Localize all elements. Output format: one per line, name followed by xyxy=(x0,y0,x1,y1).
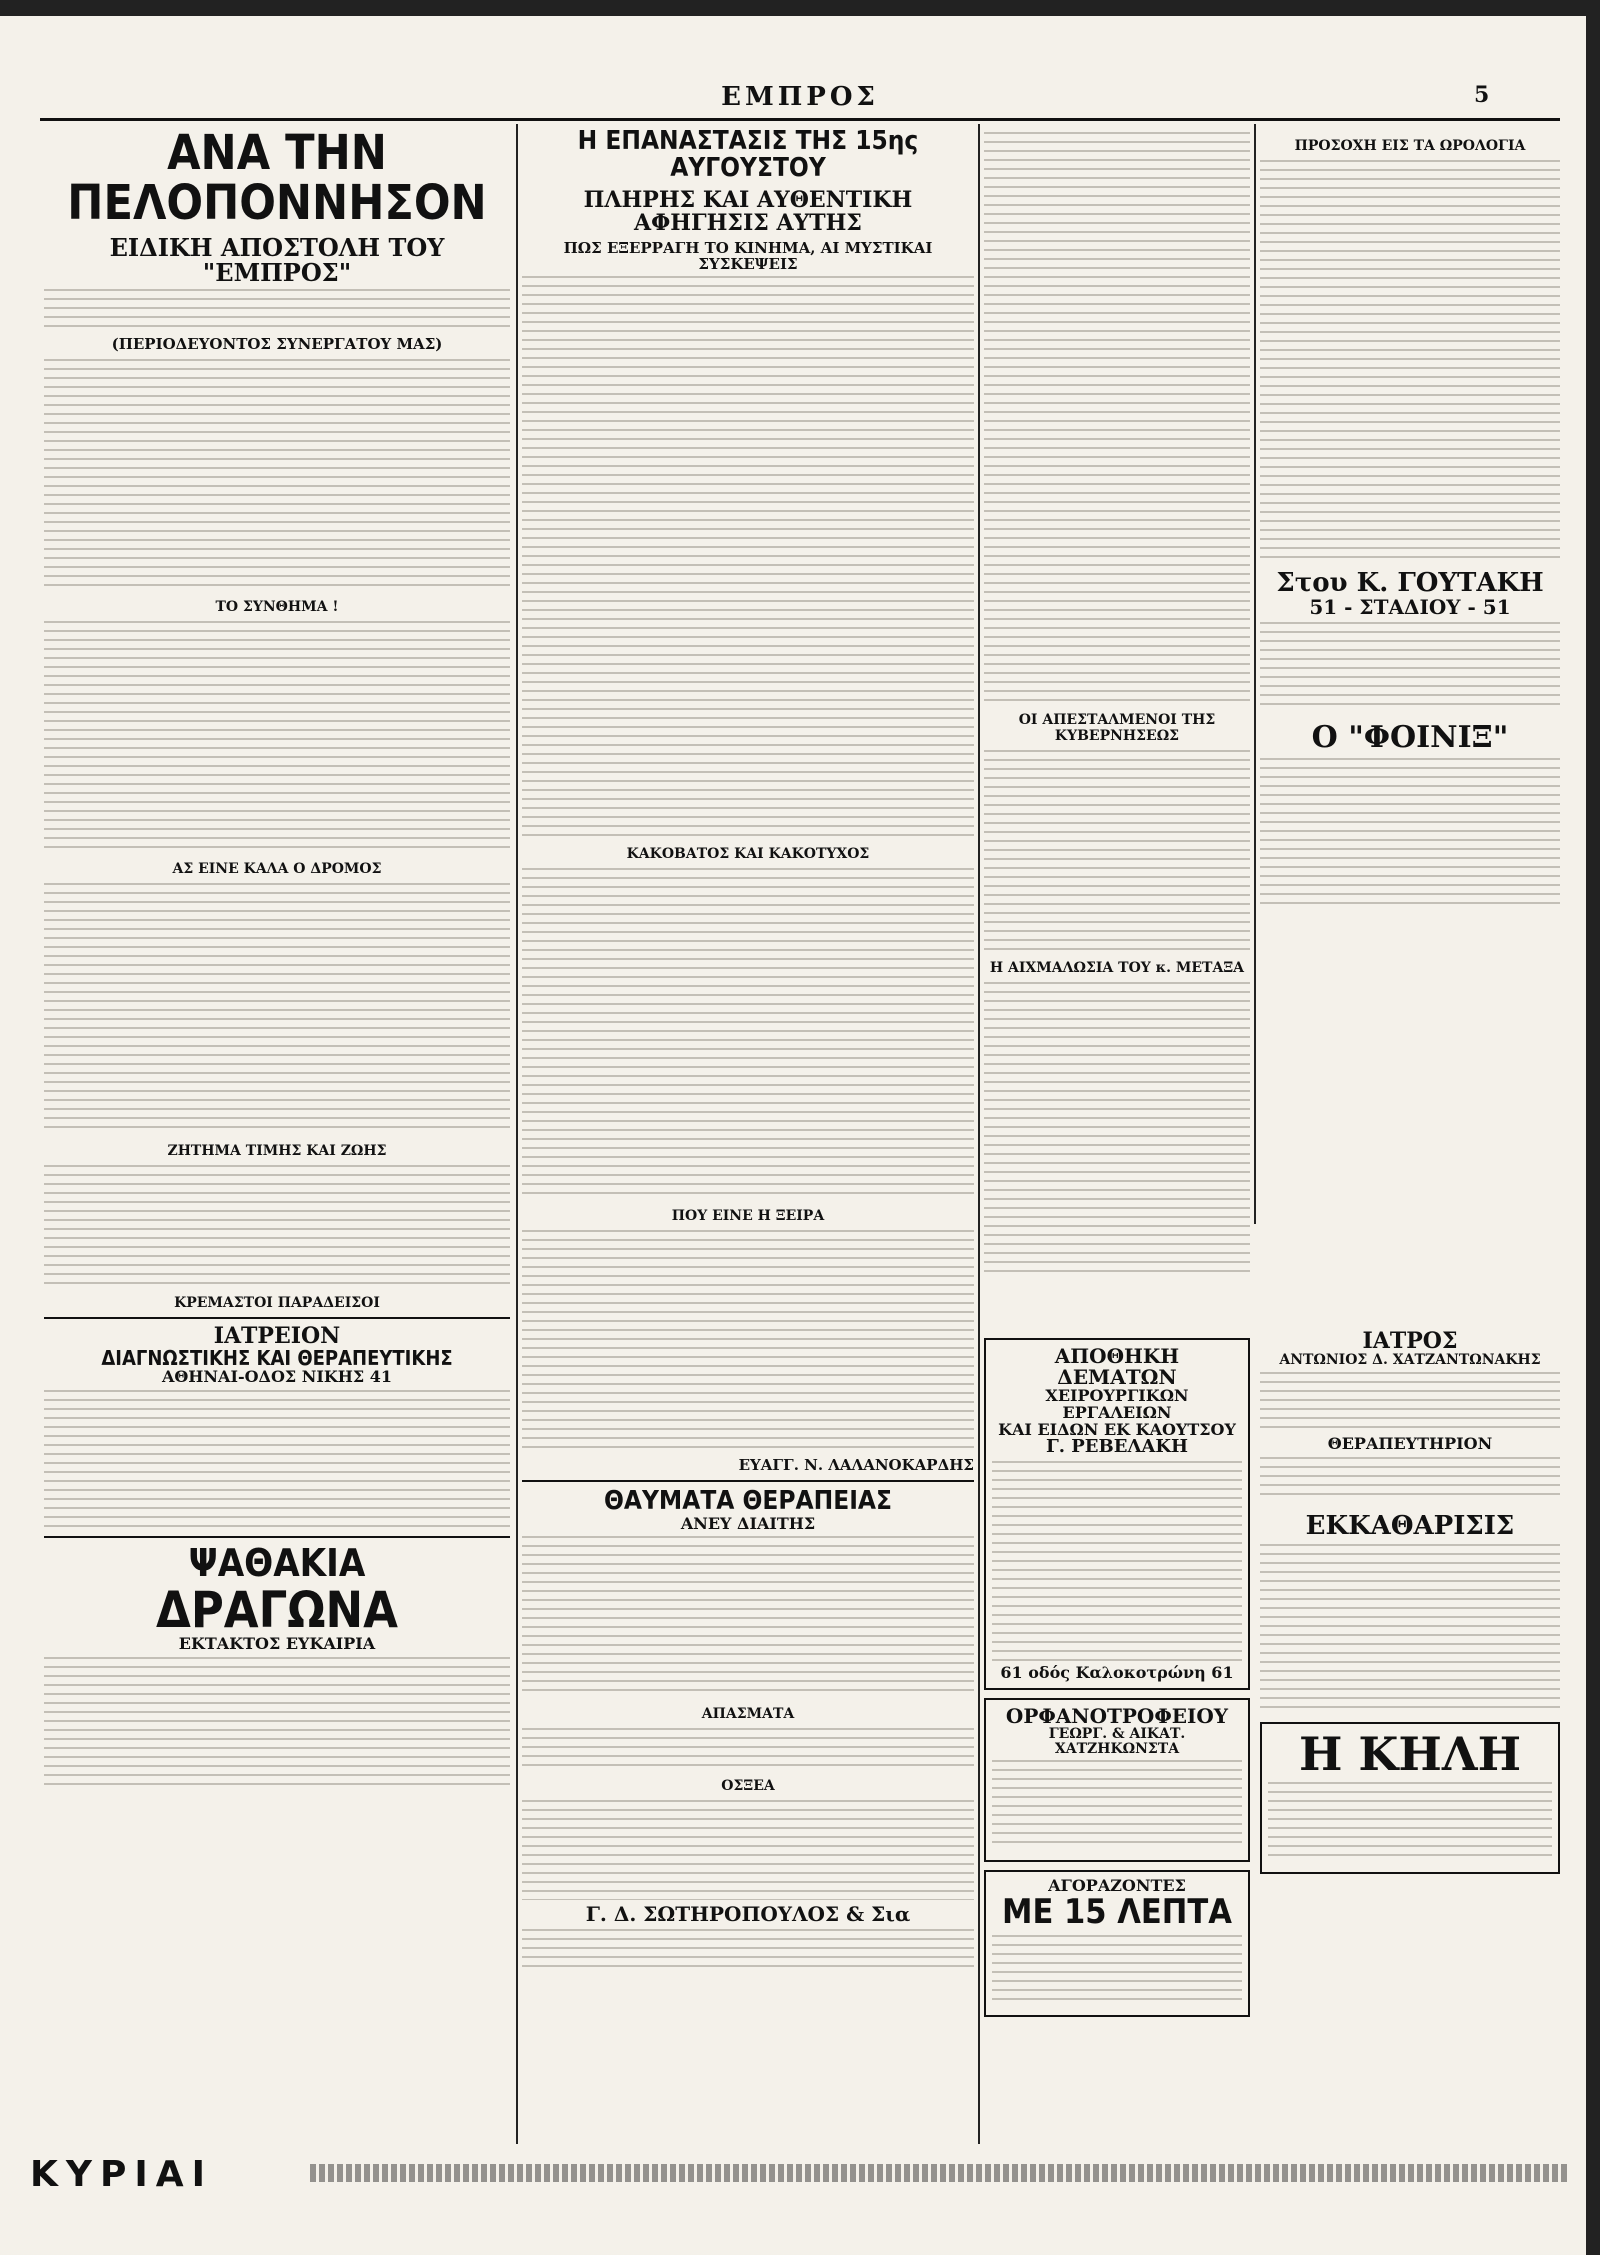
col4-lower-ads xyxy=(1260,1330,1560,1882)
ad-box xyxy=(984,1870,1250,2016)
col3-text xyxy=(984,982,1250,1272)
col3-ad-address: 61 οδός Καλοκοτρώνη 61 xyxy=(1000,1663,1234,1683)
col2-subhead: ΠΛΗΡΗΣ ΚΑΙ ΑΥΘΕΝΤΙΚΗ ΑΦΗΓΗΣΙΣ ΑΥΤΗΣ xyxy=(583,186,913,236)
col3-ad-text xyxy=(992,1760,1242,1850)
column-1 xyxy=(44,125,510,2135)
col3-ad-text xyxy=(992,1935,1242,2005)
col1-section-title: ΑΣ ΕΙΝΕ ΚΑΛΑ Ο ΔΡΟΜΟΣ xyxy=(172,861,382,878)
col1-byline: (ΠΕΡΙΟΔΕΥΟΝΤΟΣ ΣΥΝΕΡΓΑΤΟΥ ΜΑΣ) xyxy=(111,335,443,354)
col4-text xyxy=(1260,160,1560,560)
col2-ad-name: Γ. Δ. ΣΩΤΗΡΟΠΟΥΛΟΣ & Σια xyxy=(585,1902,911,1927)
col1-ad-subtitle: ΕΚΤΑΚΤΟΣ ΕΥΚΑΙΡΙΑ xyxy=(178,1634,376,1654)
col2-signature: ΕΥΑΓΓ. Ν. ΛΑΛΑΝΟΚΑΡΔΗΣ xyxy=(738,1456,974,1475)
col3-ad-text xyxy=(992,1461,1242,1661)
col4-ad-subtitle: ΘΕΡΑΠΕΥΤΗΡΙΟΝ xyxy=(1327,1433,1493,1453)
column-rule xyxy=(516,124,518,2144)
divider xyxy=(522,1480,974,1482)
col2-ad-section: ΑΠΑΣΜΑΤΑ xyxy=(701,1706,795,1723)
top-scan-band xyxy=(0,0,1600,16)
page-number: 5 xyxy=(1474,82,1490,108)
masthead xyxy=(0,82,1600,112)
col1-ad-text xyxy=(44,1390,510,1530)
masthead-title: ΕΜΠΡΟΣ xyxy=(721,82,879,112)
col2-ad-text xyxy=(522,1728,974,1768)
col4-ad-title: ΙΑΤΡΟΣ xyxy=(1362,1328,1458,1354)
column-rule xyxy=(978,124,980,2144)
col4-ad-text xyxy=(1268,1782,1552,1862)
footer-ad-text xyxy=(310,2164,1570,2182)
col1-ad-text xyxy=(44,1657,510,1787)
col1-headline: ΑΝΑ ΤΗΝ ΠΕΛΟΠΟΝΝΗΣΟΝ xyxy=(67,125,487,232)
col4-ad-text xyxy=(1260,622,1560,712)
col2-ad-title: ΘΑΥΜΑΤΑ ΘΕΡΑΠΕΙΑΣ xyxy=(604,1486,892,1517)
col1-text xyxy=(44,359,510,589)
col2-section-title: ΚΑΚΟΒΑΤΟΣ ΚΑΙ ΚΑΚΟΤΥΧΟΣ xyxy=(626,846,870,863)
col2-headline: Η ΕΠΑΝΑΣΤΑΣΙΣ ΤΗΣ 15ης ΑΥΓΟΥΣΤΟΥ xyxy=(577,126,919,184)
col1-ad-subtitle: ΔΙΑΓΝΩΣΤΙΚΗΣ ΚΑΙ ΘΕΡΑΠΕΥΤΙΚΗΣ xyxy=(101,1346,453,1371)
col2-ad-section: ΟΣΞΕΑ xyxy=(721,1778,775,1795)
column-2 xyxy=(522,128,974,2135)
masthead-rule xyxy=(40,118,1560,121)
col1-section-title: ΚΡΕΜΑΣΤΟΙ ΠΑΡΑΔΕΙΣΟΙ xyxy=(174,1295,380,1312)
col4-ad-text xyxy=(1260,1544,1560,1714)
col2-ad-subtitle: ΑΝΕΥ ΔΙΑΙΤΗΣ xyxy=(680,1513,816,1533)
col4-section-title: ΠΡΟΣΟΧΗ ΕΙΣ ΤΑ ΩΡΟΛΟΓΙΑ xyxy=(1294,138,1526,154)
col3-ad-name: ΓΕΩΡΓ. & ΑΙΚΑΤ. ΧΑΤΖΗΚΩΝΣΤΑ xyxy=(1048,1726,1186,1757)
col3-ad-subtitle: ΧΕΙΡΟΥΡΓΙΚΩΝ ΕΡΓΑΛΕΙΩΝ xyxy=(1045,1386,1189,1422)
col1-text xyxy=(44,621,510,851)
col1-ad-name: ΔΡΑΓΩΝΑ xyxy=(156,1580,398,1639)
col4-ad-name: ΑΝΤΩΝΙΟΣ Δ. ΧΑΤΖΑΝΤΩΝΑΚΗΣ xyxy=(1279,1352,1541,1369)
col3-text xyxy=(984,750,1250,950)
col2-subhead: ΠΩΣ ΕΞΕΡΡΑΓΗ ΤΟ ΚΙΝΗΜΑ, ΑΙ ΜΥΣΤΙΚΑΙ ΣΥΣΚΕΨΕΙΣ xyxy=(563,238,933,273)
col4-ad-text xyxy=(1260,1457,1560,1497)
col2-section-title: ΠΟΥ ΕΙΝΕ Η ΞΕΙΡΑ xyxy=(671,1208,825,1225)
col3-ad-name: Γ. ΡΕΒΕΛΑΚΗ xyxy=(1045,1436,1189,1458)
column-rule xyxy=(1254,124,1256,1224)
col3-ads xyxy=(984,1330,1250,2025)
col1-section-title: ΤΟ ΣΥΝΘΗΜΑ ! xyxy=(215,599,339,616)
col3-ad-subtitle: ΚΑΙ ΕΙΔΩΝ ΕΚ ΚΑΟΥΤΣΟΥ xyxy=(998,1419,1236,1439)
col2-text xyxy=(522,868,974,1198)
col4-ad-title: Στου Κ. ΓΟΥΤΑΚΗ xyxy=(1276,568,1544,598)
col1-text xyxy=(44,1165,510,1285)
footer-strip xyxy=(0,2150,1600,2198)
scan-edge-band xyxy=(1586,0,1600,2255)
col4-ad-text xyxy=(1260,758,1560,908)
col1-ad-title: ΙΑΤΡΕΙΟΝ xyxy=(213,1323,341,1350)
col1-subhead: ΕΙΔΙΚΗ ΑΠΟΣΤΟΛΗ ΤΟΥ "ΕΜΠΡΟΣ" xyxy=(109,232,445,287)
col3-ad-title: ΑΓΟΡΑΖΟΝΤΕΣ xyxy=(1048,1876,1186,1896)
col3-section-title: Η ΑΙΧΜΑΛΩΣΙΑ ΤΟΥ κ. ΜΕΤΑΞΑ xyxy=(989,960,1245,976)
col4-ad-text xyxy=(1260,1372,1560,1432)
col4-ad-title: Ο "ΦΟΙΝΙΞ" xyxy=(1311,720,1509,756)
col1-ad-address: ΑΘΗΝΑΙ-ΟΔΟΣ ΝΙΚΗΣ 41 xyxy=(161,1367,393,1387)
col2-ad-text xyxy=(522,1800,974,1900)
col3-ad-title: ΟΡΦΑΝΟΤΡΟΦΕΙΟΥ xyxy=(1005,1704,1229,1729)
col2-ad-text xyxy=(522,1929,974,1969)
col4-ad-subtitle: 51 - ΣΤΑΔΙΟΥ - 51 xyxy=(1309,595,1511,620)
divider xyxy=(44,1536,510,1538)
col1-lead-text xyxy=(44,289,510,329)
col3-ad-big: ΜΕ 15 ΛΕΠΤΑ xyxy=(1002,1892,1232,1933)
col1-section-title: ΖΗΤΗΜΑ ΤΙΜΗΣ ΚΑΙ ΖΩΗΣ xyxy=(167,1143,387,1160)
ad-box xyxy=(984,1698,1250,1862)
ad-box xyxy=(984,1338,1250,1690)
col4-ad-title: ΕΚΚΑΘΑΡΙΣΙΣ xyxy=(1305,1510,1515,1541)
divider xyxy=(44,1317,510,1319)
ad-box xyxy=(1260,1722,1560,1874)
col3-section-title: ΟΙ ΑΠΕΣΤΑΛΜΕΝΟΙ ΤΗΣ ΚΥΒΕΡΝΗΣΕΩΣ xyxy=(1018,712,1216,744)
col2-text xyxy=(522,276,974,836)
col2-text xyxy=(522,1230,974,1450)
col4-ad-title: Η ΚΗΛΗ xyxy=(1298,1726,1522,1781)
footer-left-title: ΚΥΡΙΑΙ xyxy=(30,2154,213,2195)
col3-ad-title: ΑΠΟΘΗΚΗ ΔΕΜΑΤΩΝ xyxy=(1054,1344,1180,1389)
col2-ad-text xyxy=(522,1536,974,1696)
col1-ad-title: ΨΑΘΑΚΙΑ xyxy=(188,1541,366,1586)
col1-text xyxy=(44,883,510,1133)
col3-text xyxy=(984,132,1250,702)
